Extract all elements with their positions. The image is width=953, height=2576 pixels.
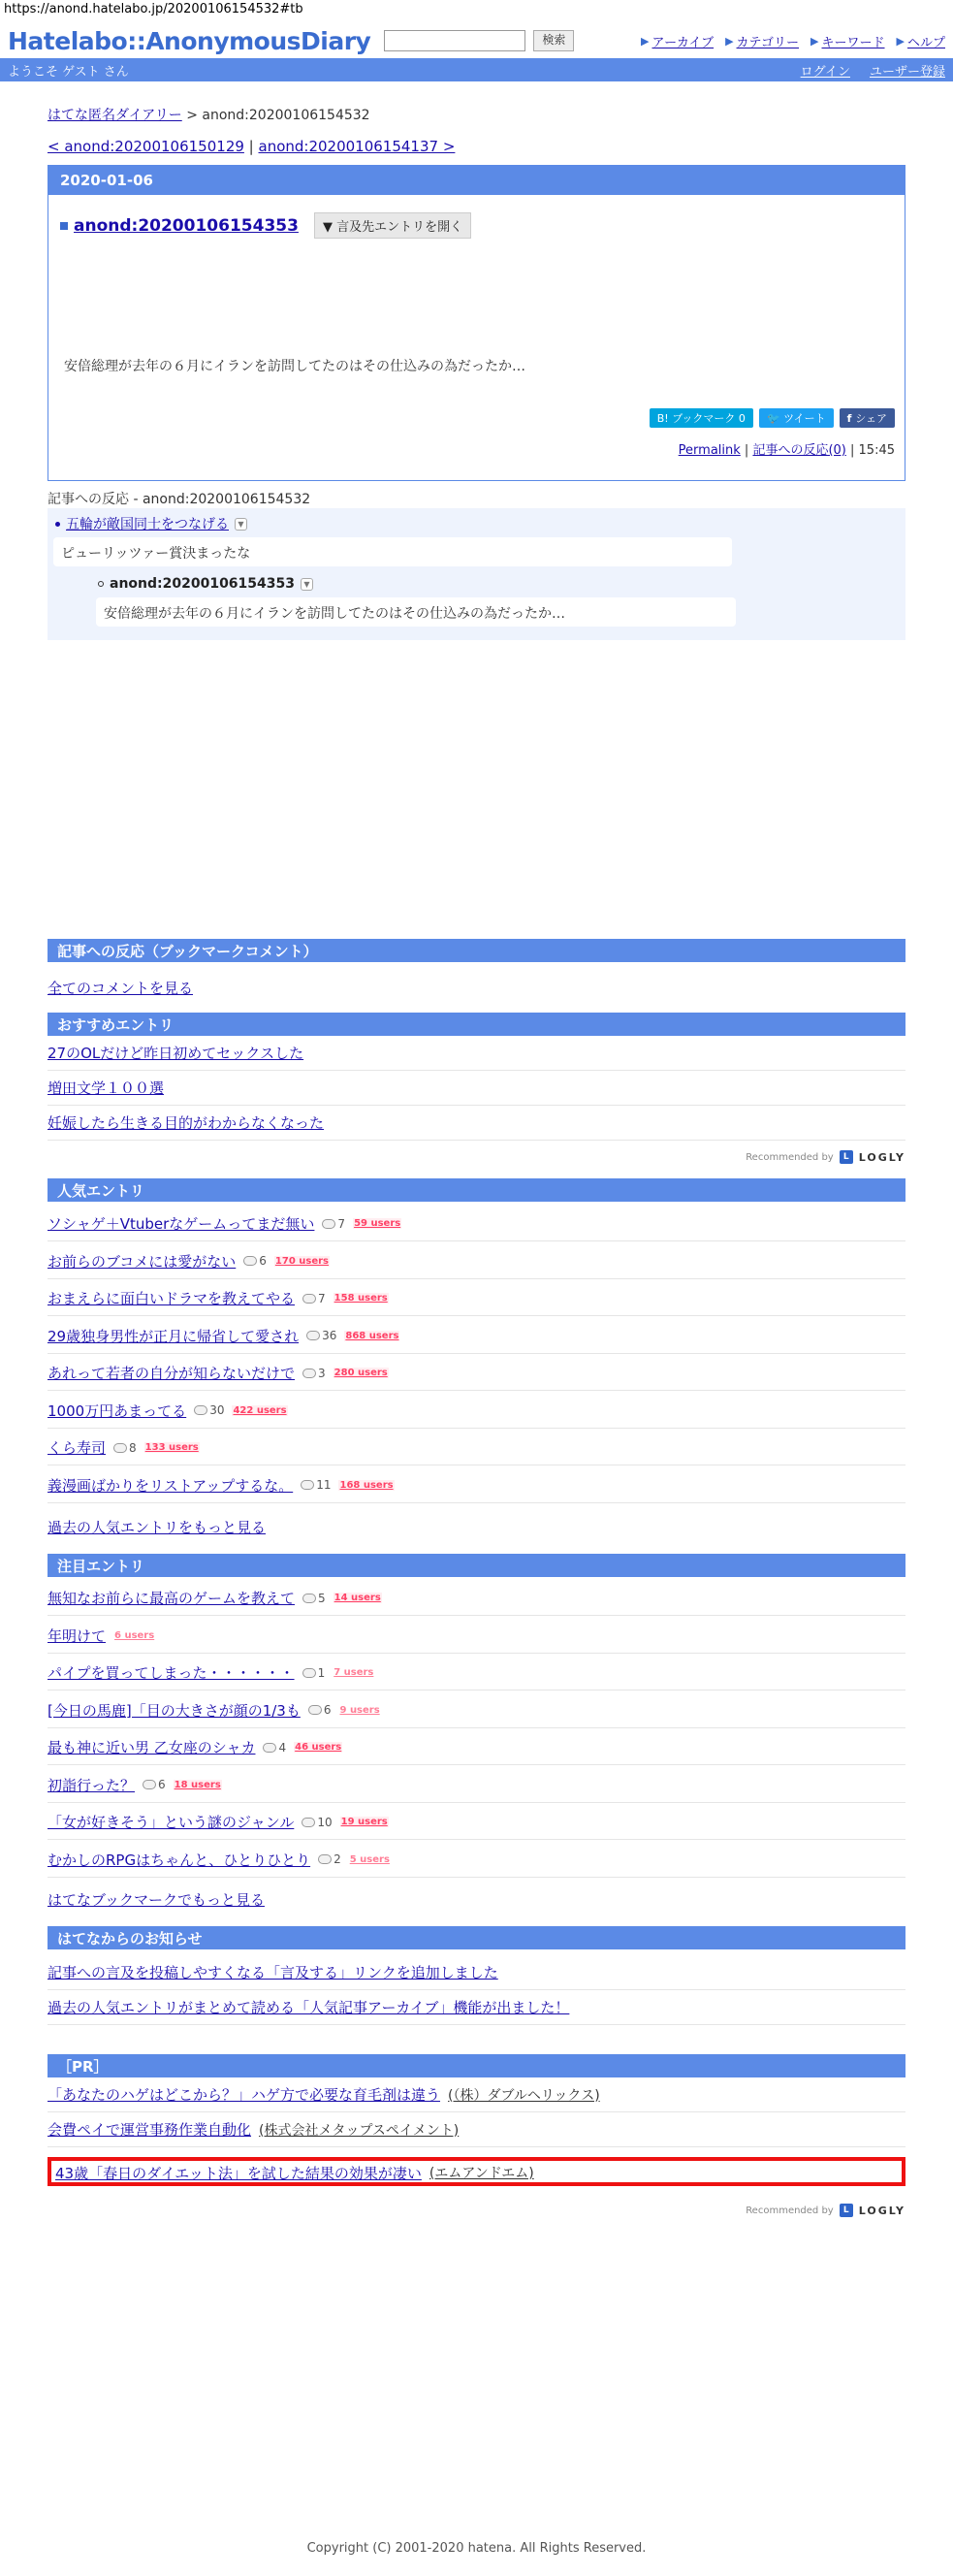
users-count[interactable]: 422 users: [233, 1404, 287, 1416]
section-hot: 注目エントリ: [48, 1554, 905, 1577]
reaction-quote: ピューリッツァー賞決まったな: [53, 537, 732, 566]
users-count[interactable]: 6 users: [114, 1629, 155, 1641]
comment-count[interactable]: 5: [302, 1592, 326, 1605]
list-item: [48, 1693, 905, 1728]
comment-bubble-icon: [302, 1294, 316, 1304]
list-item: [48, 1468, 905, 1503]
recommended-by: Recommended by L LOGLY: [746, 1150, 905, 1164]
section-bookmark-comments: 記事への反応（ブックマークコメント）: [48, 939, 905, 962]
square-icon: [60, 222, 68, 230]
chevron-down-icon[interactable]: ▼: [301, 578, 313, 591]
search-input[interactable]: [384, 30, 525, 51]
register-link[interactable]: ユーザー登録: [869, 64, 945, 80]
comment-count[interactable]: 30: [194, 1403, 224, 1417]
users-count[interactable]: 9 users: [339, 1704, 380, 1716]
section-news: はてなからのお知らせ: [48, 1926, 905, 1949]
list-item: [48, 1431, 905, 1465]
pr-advertiser[interactable]: (（株）ダブルヘリックス): [448, 2087, 600, 2104]
header-links: [641, 32, 945, 50]
list-item: [48, 1730, 905, 1765]
comment-count[interactable]: 6: [243, 1254, 267, 1268]
open-mention-button[interactable]: ▼ 言及先エントリを開く: [314, 212, 471, 239]
section-popular: 人気エントリ: [48, 1178, 905, 1202]
list-item: [48, 2112, 905, 2147]
reaction-quote: 安倍総理が去年の６月にイランを訪問してたのはその仕込みの為だったか…: [96, 597, 736, 627]
search-button[interactable]: 検索: [533, 30, 574, 51]
list-item: [48, 2077, 905, 2112]
comment-count[interactable]: 7: [322, 1217, 345, 1231]
popular-entry-link[interactable]: おまえらに面白いドラマを教えてやる: [48, 1290, 296, 1307]
users-count[interactable]: 14 users: [334, 1593, 381, 1603]
arrow-icon: ▶: [810, 34, 819, 48]
permalink[interactable]: Permalink: [678, 443, 741, 458]
recommended-entry-link[interactable]: 妊娠したら生きる目的がわからなくなった: [48, 1114, 325, 1132]
entry-meta: Permalink | 記事への反応(0) | 15:45: [678, 443, 895, 458]
highlight-frame: [48, 2157, 905, 2186]
logly-icon: L: [840, 2204, 853, 2217]
user-bar: [0, 58, 953, 81]
comment-bubble-icon: [243, 1256, 257, 1266]
hot-entry-link[interactable]: パイプを買ってしまった・・・・・・: [48, 1664, 295, 1682]
footer-copyright: Copyright (C) 2001-2020 hatena. All Rights Reserved.: [306, 2541, 647, 2556]
hot-entry-link[interactable]: 無知なお前らに最高のゲームを教えて: [48, 1590, 296, 1607]
reaction-title-link[interactable]: 五輪が敵国同士をつなげる: [66, 517, 229, 532]
pr-link[interactable]: 会費ペイで運営事務作業自動化: [48, 2121, 252, 2139]
comment-count[interactable]: 4: [263, 1741, 286, 1755]
site-header: [0, 23, 953, 58]
users-count[interactable]: 46 users: [295, 1742, 342, 1753]
recommended-entry-link[interactable]: 27のOLだけど昨日初めてセックスした: [48, 1045, 304, 1062]
users-count[interactable]: 168 users: [339, 1479, 394, 1491]
reaction-title[interactable]: anond:20200106154353: [110, 576, 295, 592]
more-popular-link[interactable]: 過去の人気エントリをもっと見る: [48, 1518, 267, 1536]
comment-bubble-icon: [263, 1743, 276, 1753]
list-item: [48, 1244, 905, 1279]
list-item: [48, 1768, 905, 1803]
comment-bubble-icon: [143, 1780, 156, 1789]
prev-entry-link[interactable]: < anond:20200106150129: [48, 138, 244, 155]
twitter-bird-icon: 🐦: [766, 411, 784, 425]
comment-bubble-icon: [301, 1480, 314, 1490]
list-item: [48, 1882, 905, 1916]
arrow-icon: ▶: [896, 34, 905, 48]
facebook-f-icon: f: [846, 411, 856, 425]
popular-entry-link[interactable]: 1000万円あまってる: [48, 1401, 187, 1420]
list-item: [48, 1207, 905, 1241]
pr-link[interactable]: 「あなたのハゲはどこから？」ハゲ方で必要な育毛剤は違う: [48, 2086, 441, 2104]
comment-count[interactable]: 11: [301, 1478, 331, 1492]
hot-entry-link[interactable]: 年明けて: [48, 1626, 107, 1645]
comment-bubble-icon: [302, 1818, 315, 1827]
comment-count[interactable]: 3: [302, 1367, 326, 1380]
section-pr: ［PR］: [48, 2054, 905, 2077]
comment-bubble-icon: [113, 1443, 127, 1453]
comment-bubble-icon: [302, 1668, 316, 1678]
pr-advertiser[interactable]: (株式会社メタップスペイメント): [259, 2122, 460, 2139]
reactions-title: 記事への反応 - anond:20200106154532: [48, 492, 311, 507]
url-line: https://anond.hatelabo.jp/20200106154532#tb: [4, 2, 303, 16]
list-item: [48, 1071, 905, 1106]
users-count[interactable]: 7 users: [334, 1667, 374, 1678]
hot-entry-link[interactable]: 初詣行った？: [48, 1776, 136, 1794]
users-count[interactable]: 18 users: [174, 1779, 221, 1790]
reactions-box: [48, 508, 905, 640]
comment-bubble-icon: [308, 1705, 322, 1715]
entry-body: 安倍総理が去年の６月にイランを訪問してたのはその仕込みの為だったか…: [64, 359, 525, 374]
nav-help[interactable]: ▶ ヘルプ: [896, 34, 945, 50]
pr-advertiser[interactable]: (エムアンドエム): [429, 2166, 534, 2181]
more-hatena-bookmark-link[interactable]: はてなブックマークでもっと見る: [48, 1890, 265, 1909]
hatena-bookmark-button[interactable]: B! ブックマーク 0: [650, 408, 753, 428]
site-logo[interactable]: Hatelabo::AnonymousDiary: [8, 26, 371, 55]
users-count[interactable]: 19 users: [340, 1817, 388, 1827]
breadcrumb-current: anond:20200106154532: [202, 108, 370, 123]
users-count[interactable]: 59 users: [354, 1218, 401, 1229]
list-item: [48, 1955, 905, 1990]
list-item: [48, 1656, 905, 1690]
popular-entry-link[interactable]: 義漫画ばかりをリストアップするな。: [48, 1476, 294, 1495]
arrow-icon: ▶: [725, 34, 734, 48]
list-item: [48, 1356, 905, 1391]
logly-icon: L: [840, 1150, 853, 1164]
logly-logo[interactable]: LOGLY: [858, 1150, 905, 1164]
login-link[interactable]: ログイン: [800, 64, 850, 80]
users-count[interactable]: 170 users: [274, 1255, 329, 1267]
pager: < anond:20200106150129 | anond:20200106154137 >: [48, 138, 456, 155]
list-item: [48, 1581, 905, 1616]
hot-entry-link[interactable]: 「女が好きそう」という謎のジャンル: [48, 1814, 295, 1831]
pr-link[interactable]: 43歳「春日のダイエット法」を試した結果の効果が凄い: [55, 2164, 422, 2182]
breadcrumb: はてな匿名ダイアリー > anond:20200106154532: [48, 108, 370, 123]
users-count[interactable]: 133 users: [144, 1442, 199, 1453]
comment-count[interactable]: 6: [308, 1703, 332, 1717]
logly-logo[interactable]: LOGLY: [858, 2204, 905, 2217]
comment-bubble-icon: [302, 1594, 316, 1603]
list-item: [48, 1990, 905, 2025]
entry-time: 15:45: [858, 443, 895, 458]
news-link[interactable]: 記事への言及を投稿しやすくなる「言及する」リンクを追加しました: [48, 1964, 498, 1981]
bullet-icon: [55, 522, 60, 527]
comment-bubble-icon: [306, 1331, 320, 1340]
list-item: [48, 970, 905, 1005]
hot-entry-link[interactable]: 最も神に近い男 乙女座のシャカ: [48, 1739, 256, 1756]
list-item: [48, 1319, 905, 1354]
comment-bubble-icon: [318, 1854, 332, 1864]
comment-count[interactable]: 10: [302, 1816, 332, 1829]
list-item: [48, 1619, 905, 1654]
welcome-text: ようこそ ゲスト さん: [8, 64, 129, 80]
recommended-by: Recommended by L LOGLY: [746, 2204, 905, 2217]
tweet-button[interactable]: 🐦 ツイート: [759, 408, 834, 428]
hot-entry-link[interactable]: むかしのRPGはちゃんと、ひとりひとり: [48, 1851, 311, 1869]
entry-title-link[interactable]: anond:20200106154353: [74, 215, 299, 236]
entry-title-row: [60, 212, 471, 239]
hot-entry-link[interactable]: [今日の馬鹿]「目の大きさが顔の1/3も: [48, 1701, 301, 1720]
comment-bubble-icon: [302, 1368, 316, 1378]
entry-box: [48, 165, 905, 481]
entry-date: 2020-01-06: [48, 166, 905, 195]
popular-entry-link[interactable]: ソシャゲ＋Vtuberなゲームってまだ無い: [48, 1215, 315, 1233]
nav-category[interactable]: ▶ カテゴリー: [725, 34, 800, 50]
list-item: [48, 1281, 905, 1316]
list-item: [48, 1394, 905, 1429]
facebook-share-button[interactable]: f シェア: [840, 408, 895, 428]
popular-entry-link[interactable]: あれって若者の自分が知らないだけで: [48, 1365, 296, 1382]
see-all-comments-link[interactable]: 全てのコメントを見る: [48, 979, 194, 997]
comment-count[interactable]: 36: [306, 1329, 336, 1342]
reaction-item: [98, 576, 313, 592]
list-item: [48, 1843, 905, 1878]
users-count[interactable]: 868 users: [345, 1330, 399, 1341]
comment-count[interactable]: 6: [143, 1778, 166, 1791]
comment-count[interactable]: 8: [113, 1441, 137, 1455]
list-item: [48, 1036, 905, 1071]
reactions-count-link[interactable]: 記事への反応(0): [752, 443, 846, 458]
list-item: [48, 1509, 905, 1544]
comment-count[interactable]: 7: [302, 1292, 326, 1305]
list-item: [48, 1805, 905, 1840]
users-count[interactable]: 280 users: [334, 1368, 388, 1378]
users-count[interactable]: 158 users: [334, 1293, 388, 1304]
comment-count[interactable]: 2: [318, 1852, 341, 1866]
popular-entry-link[interactable]: お前らのブコメには愛がない: [48, 1252, 237, 1271]
reaction-item: [55, 514, 247, 533]
comment-bubble-icon: [194, 1405, 207, 1415]
users-count[interactable]: 5 users: [349, 1853, 390, 1865]
next-entry-link[interactable]: anond:20200106154137 >: [258, 138, 456, 155]
nav-keyword[interactable]: ▶ キーワード: [810, 34, 885, 50]
bullet-icon: [98, 581, 104, 587]
comment-bubble-icon: [322, 1219, 335, 1229]
chevron-down-icon[interactable]: ▼: [235, 518, 247, 531]
popular-entry-link[interactable]: くら寿司: [48, 1439, 107, 1457]
arrow-icon: ▶: [641, 34, 650, 48]
nav-archive[interactable]: ▶ アーカイブ: [641, 34, 715, 50]
recommended-entry-link[interactable]: 増田文学１００選: [48, 1079, 165, 1097]
popular-entry-link[interactable]: 29歳独身男性が正月に帰省して愛され: [48, 1327, 300, 1345]
list-item: [48, 1106, 905, 1141]
news-link[interactable]: 過去の人気エントリがまとめて読める「人気記事アーカイブ」機能が出ました！: [48, 1999, 570, 2016]
share-buttons: [650, 408, 895, 428]
breadcrumb-home[interactable]: はてな匿名ダイアリー: [48, 108, 182, 123]
section-recommended: おすすめエントリ: [48, 1013, 905, 1036]
comment-count[interactable]: 1: [302, 1666, 326, 1680]
